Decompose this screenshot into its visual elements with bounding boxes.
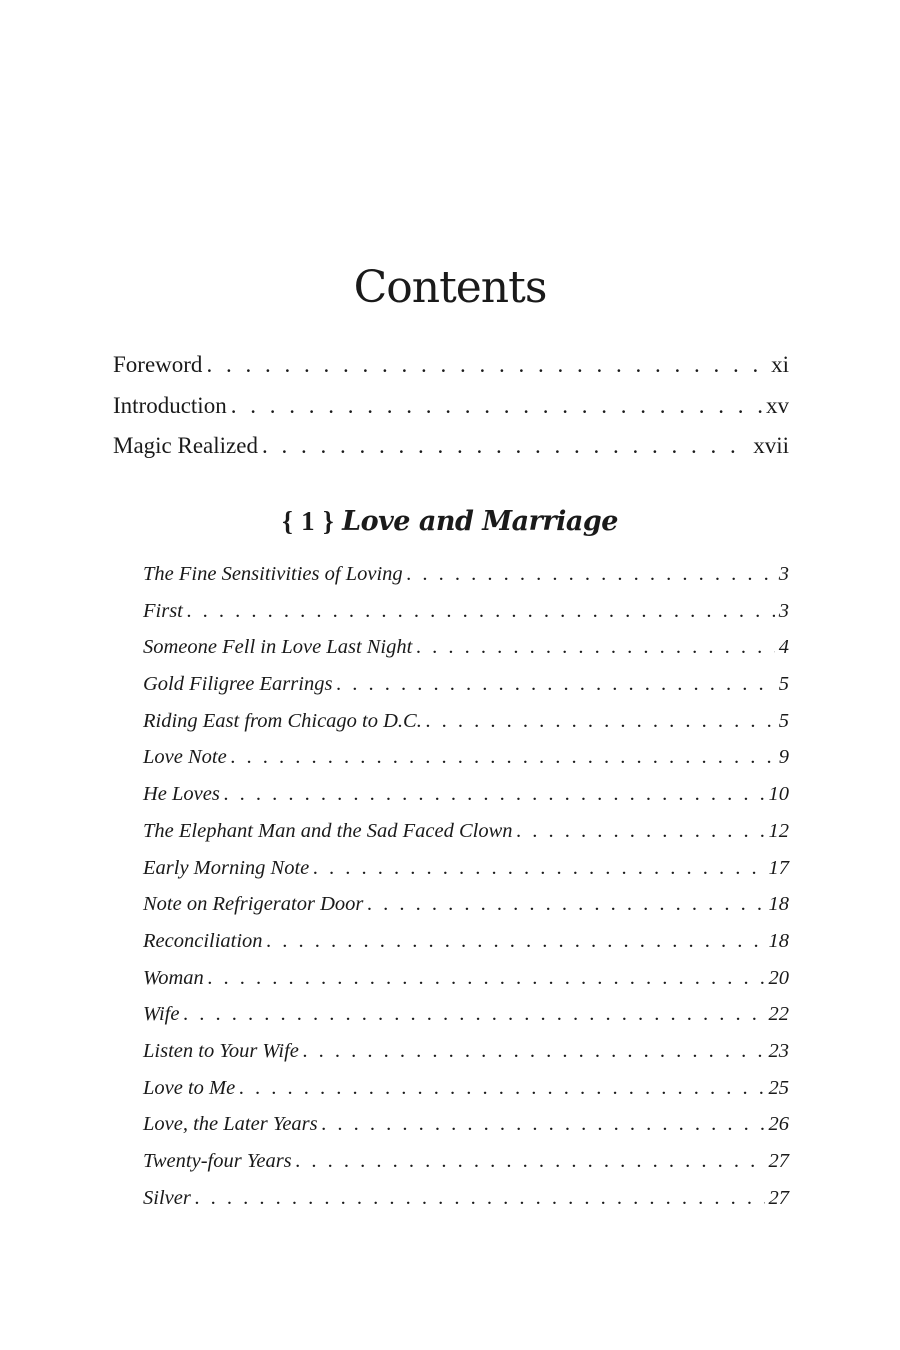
toc-entry[interactable]: [143, 967, 789, 1004]
entry-title: Wife: [143, 1003, 180, 1026]
entry-title: Riding East from Chicago to D.C.: [143, 709, 422, 732]
toc-entry[interactable]: [143, 600, 789, 637]
entry-page-number: 17: [768, 856, 789, 879]
toc-entry[interactable]: [143, 893, 789, 930]
part-number: 1: [301, 506, 315, 536]
dot-leader: [296, 1150, 765, 1173]
entry-title: He Loves: [143, 783, 220, 806]
entry-title: Someone Fell in Love Last Night: [143, 636, 413, 659]
dot-leader: [195, 1187, 765, 1210]
dot-leader: [224, 783, 765, 806]
entry-page-number: xvii: [753, 433, 789, 458]
part-title: Love and Marriage: [342, 506, 618, 537]
entry-page-number: 23: [768, 1039, 789, 1062]
entry-page-number: 18: [768, 893, 789, 916]
entry-page-number: 3: [778, 599, 789, 622]
entry-page-number: 25: [768, 1076, 789, 1099]
dot-leader: [303, 1040, 765, 1063]
entry-page-number: xi: [771, 352, 789, 377]
poem-list: [143, 563, 789, 1223]
dot-leader: [239, 1077, 764, 1100]
toc-entry[interactable]: [143, 1040, 789, 1077]
entry-page-number: 9: [778, 746, 789, 769]
entry-title: Love Note: [143, 746, 227, 769]
part-open-brace: {: [282, 506, 293, 536]
entry-page-number: 10: [768, 783, 789, 806]
entry-page-number: 12: [768, 819, 789, 842]
entry-page-number: xv: [766, 392, 789, 418]
dot-leader: [322, 1113, 765, 1136]
entry-page-number: 22: [768, 1003, 789, 1026]
dot-leader: [231, 746, 775, 769]
page-title: Contents: [353, 262, 547, 313]
dot-leader: [407, 563, 775, 586]
dot-leader: [517, 820, 765, 843]
dot-leader: [336, 673, 774, 696]
entry-title: Twenty-four Years: [143, 1150, 292, 1172]
dot-leader: [367, 893, 764, 916]
toc-entry[interactable]: [143, 1150, 789, 1187]
dot-leader: [416, 636, 774, 659]
toc-entry[interactable]: [143, 1113, 789, 1150]
toc-entry[interactable]: [143, 746, 789, 783]
dot-leader: [426, 710, 775, 733]
part-close-brace: }: [323, 506, 334, 536]
entry-page-number: 26: [768, 1113, 789, 1136]
toc-entry[interactable]: [143, 1187, 789, 1224]
dot-leader: [187, 600, 775, 623]
toc-entry[interactable]: [143, 1077, 789, 1114]
entry-title: Introduction: [113, 392, 227, 418]
dot-leader: [231, 393, 762, 419]
toc-entry[interactable]: [143, 673, 789, 710]
dot-leader: [208, 967, 765, 990]
front-matter-list: [113, 352, 789, 474]
toc-entry[interactable]: [143, 563, 789, 600]
entry-page-number: 27: [768, 1150, 789, 1172]
entry-title: Silver: [143, 1186, 191, 1209]
entry-page-number: 5: [778, 673, 789, 696]
dot-leader: [267, 930, 765, 953]
entry-title: Reconciliation: [143, 929, 263, 952]
entry-title: Love to Me: [143, 1076, 236, 1099]
entry-page-number: 4: [778, 636, 789, 659]
entry-page-number: 5: [778, 709, 789, 732]
dot-leader: [262, 433, 749, 459]
entry-page-number: 27: [768, 1186, 789, 1209]
toc-entry[interactable]: [143, 857, 789, 894]
entry-title: The Fine Sensitivities of Loving: [143, 563, 403, 585]
entry-page-number: 3: [778, 563, 789, 585]
toc-entry[interactable]: [143, 636, 789, 673]
toc-entry[interactable]: [143, 783, 789, 820]
entry-title: Gold Filigree Earrings: [143, 673, 333, 696]
entry-title: Love, the Later Years: [143, 1113, 318, 1136]
entry-page-number: 18: [768, 929, 789, 952]
dot-leader: [183, 1003, 764, 1026]
toc-entry[interactable]: [143, 820, 789, 857]
toc-entry[interactable]: [113, 352, 789, 393]
entry-title: Magic Realized: [113, 433, 258, 458]
toc-entry[interactable]: [143, 930, 789, 967]
toc-entry[interactable]: [143, 710, 789, 747]
dot-leader: [206, 352, 767, 378]
entry-title: The Elephant Man and the Sad Faced Clown: [143, 819, 513, 842]
entry-page-number: 20: [768, 966, 789, 989]
toc-entry[interactable]: [113, 393, 789, 434]
part-heading: [0, 506, 900, 537]
dot-leader: [313, 857, 764, 880]
entry-title: First: [143, 599, 183, 622]
toc-entry[interactable]: [113, 433, 789, 474]
entry-title: Woman: [143, 966, 204, 989]
entry-title: Early Morning Note: [143, 856, 310, 879]
entry-title: Note on Refrigerator Door: [143, 893, 364, 916]
toc-entry[interactable]: [143, 1003, 789, 1040]
entry-title: Listen to Your Wife: [143, 1039, 299, 1062]
entry-title: Foreword: [113, 352, 203, 377]
